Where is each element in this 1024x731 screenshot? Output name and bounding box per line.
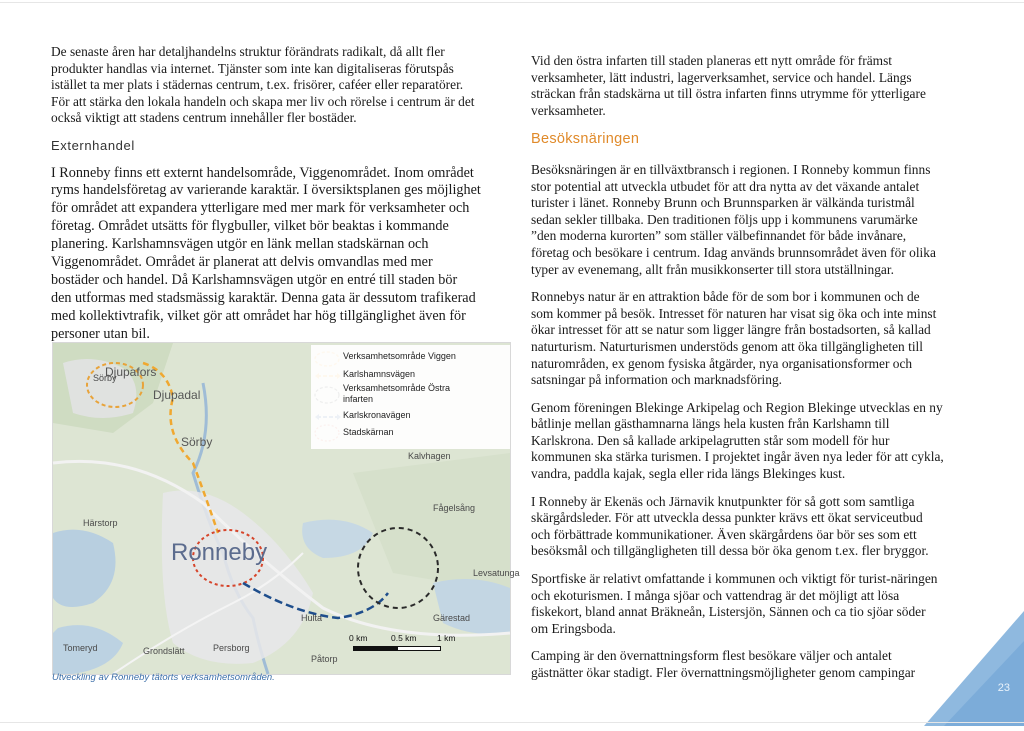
bottom-rule <box>0 722 1024 723</box>
scale-label-one: 1 km <box>437 633 456 643</box>
legend-karlshamnsvagen: Karlshamnsvägen <box>343 369 416 379</box>
tourism-paragraph-1: Besöksnäringen är en tillväxtbransch i regionen. I Ronneby kommun finns stor potential att utveckla utbudet för att dra nytta av det växande antalet turister i länet. Ronneby Brunn och Brunnsparken är välkända turistmål sedan sekler tillbaka. Den traditionen följs upp i kommunens varumärke ”den moderna kurorten” som ställer välbefinnandet för både invånare, företag och besökare i centrum. Idag används brunnsområdet även för olika typer av evenemang, allt från musikkonserter till stora utställningar. <box>531 161 936 277</box>
right-column <box>531 53 945 693</box>
place-grondstatt: Grondslätt <box>143 646 185 656</box>
place-sorby: Sörby <box>181 435 213 449</box>
place-djupadal: Djupadal <box>153 388 201 402</box>
tourism-paragraph-5: Sportfiske är relativt omfattande i kommunen och viktigt för turist-näringen och ekoturismen. I många sjöar och vattendrag är det möjligt att lösa fiskekort, bland annat Bräkneån, Listersjön, Sännen och ca tio sjöar söder om Eringsboda. <box>531 571 938 636</box>
place-hulta: Hulta <box>301 613 323 623</box>
page-number: 23 <box>997 682 1010 694</box>
legend-viggen: Verksamhetsområde Viggen <box>343 351 456 361</box>
place-harstorp: Härstorp <box>83 518 118 528</box>
tourism-paragraph-6: Camping är den övernattningsform flest besökare väljer och antalet gästnätter ökar stadigt. Fler övernattningsmöjligheter genom campingar <box>531 648 916 680</box>
place-levsatunga: Levsatunga <box>473 568 520 578</box>
place-fagelang: Fågelsång <box>433 503 476 513</box>
place-sorby-north: Sörby <box>93 373 117 383</box>
place-kalvhagen: Kalvhagen <box>408 451 451 461</box>
map-caption: Utveckling av Ronneby tätorts verksamhetsområden. <box>52 672 275 683</box>
place-persborg: Persborg <box>213 643 250 653</box>
place-djupafors: Djupafors <box>105 365 157 379</box>
map-figure <box>52 342 520 675</box>
legend-stadskarnan: Stadskärnan <box>343 427 394 437</box>
place-tomeryd: Tomeryd <box>63 643 98 653</box>
scale-label-zero: 0 km <box>349 633 368 643</box>
tourism-paragraph-2: Ronnebys natur är en attraktion både för de som bor i kommunen och de som kommer på besök. Intresset för naturen har visat sig öka och inte minst ökar intresset för att se natur som ligger längre från bostadsorten, så kallad naturturism. Naturturismen understöds genom att öka tillgängligheten till naturområden, ex genom fysiska åtgärder, nya organisationsformer och satsningar på information och marknadsföring. <box>531 289 937 388</box>
top-rule <box>0 2 1024 3</box>
place-pastorp: Påtorp <box>311 654 338 664</box>
place-ronneby: Ronneby <box>171 539 268 566</box>
left-column <box>51 44 481 355</box>
page-corner <box>924 611 1024 726</box>
scale-label-mid: 0.5 km <box>391 633 417 643</box>
legend-ostra-infarten: Verksamhetsområde Östra infarten <box>343 383 451 404</box>
scale-segment-1 <box>353 646 397 651</box>
tourism-paragraph-4: I Ronneby är Ekenäs och Järnavik knutpunkter för så gott som samtliga skärgårdsleder. För att utveckla dessa punkter krävs ett ökat serviceutbud och förbättrade kommunikationer. Även skärgårdens öar bör ses som ett besöksmål och tillgängligheten till dessa bör öka genom t.ex. fler bryggor. <box>531 493 929 559</box>
legend-karlskronavagen: Karlskronavägen <box>343 410 411 420</box>
page-corner-triangle <box>924 611 1024 726</box>
tourism-paragraph-3: Genom föreningen Blekinge Arkipelag och Region Blekinge utvecklas en ny båtlinje mellan gästhamnarna längs hela kusten från Karlshamn till Karlskrona. Den så kallade arkipelagrutten står som modell för hur kommunen ska stärka turismen. I projektet ingår även nya leder för att cykla, vandra, paddla kajak, segla eller rida längs Blekinges kust. <box>531 399 944 482</box>
map-scale-bar <box>349 633 461 665</box>
externhandel-paragraph: I Ronneby finns ett externt handelsområde, Viggenområdet. Inom området ryms handelsföretag av varierande karaktär. I översiktsplanen ges möjlighet för området att expandera ytterligare med mer mark för verksamheter och företag. Området utsätts för flygbuller, vilket bör beaktas i kommande planering. Karlshamnsvägen utgör en länk mellan stadskärnan och Viggenområdet. Området är planerat att delvis omvandlas med mer bostäder och handel. Då Karlshamnsvägen utgör en entré till staden bör den utformas med stadsmässig karaktär. Denna gata är dessutom trafikerad med kollektivtrafik, vilket gör att området har hög tillgänglighet även för personer utan bil. <box>51 164 481 342</box>
place-garestad: Gärestad <box>433 613 471 623</box>
heading-externhandel: Externhandel <box>51 137 135 153</box>
map-legend <box>311 345 510 449</box>
intro-paragraph: De senaste åren har detaljhandelns struktur förändrats radikalt, då allt fler produkter handlas via internet. Tjänster som inte kan digitaliseras förutspås istället ta mer plats i städernas centrum, t.ex. frisörer, caféer eller reparatörer. För att stärka den lokala handeln och skapa mer liv och rörelse i centrum är det också viktigt att stadens centrum innehåller fler bostäder. <box>51 44 475 126</box>
heading-besoksnaringen: Besöksnäringen <box>531 131 640 148</box>
east-entrance-paragraph: Vid den östra infarten till staden planeras ett nytt område för främst verksamheter, lätt industri, lagerverksamhet, service och handel. Längs sträckan från stadskärna ut till östra infarten finns utrymme för ytterligare verksamheter. <box>531 53 926 118</box>
scale-segment-2 <box>397 646 441 651</box>
